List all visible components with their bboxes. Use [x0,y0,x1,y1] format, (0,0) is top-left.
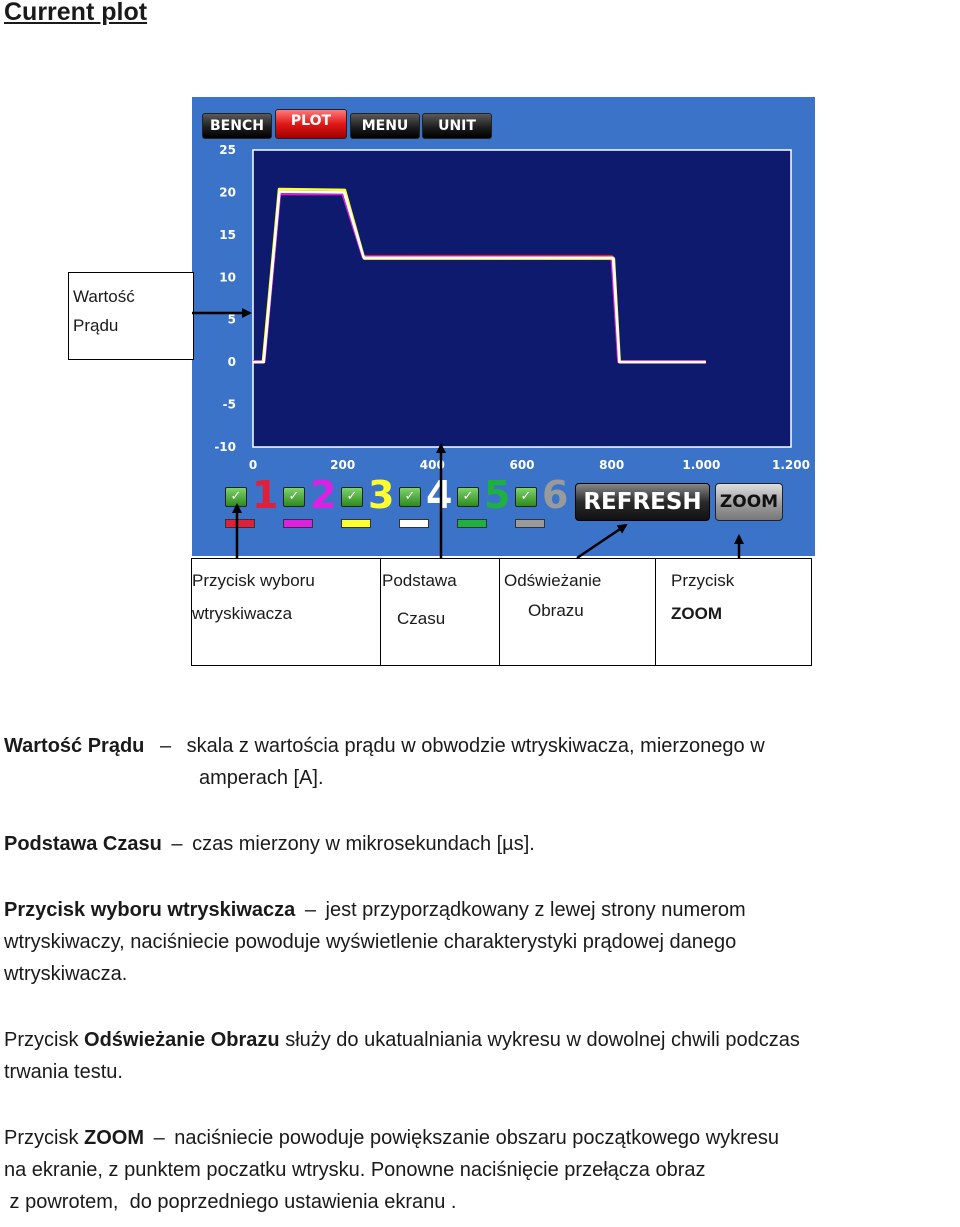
y-tick-label: 10 [219,270,236,285]
desc-prefix: Przycisk [4,1127,79,1149]
callout-line: ZOOM [671,604,722,623]
device-screen [192,97,815,556]
injector-checkbox-6[interactable]: ✓ [515,487,537,507]
injector-checkbox-1[interactable]: ✓ [225,487,247,507]
y-tick-label: 15 [219,227,236,242]
desc-time-base [4,828,959,860]
desc-text: jest przyporządkowany z lewej strony numerom [325,899,746,921]
desc-term: ZOOM [84,1127,145,1149]
injector-color-swatch [399,519,429,528]
desc-term: Odświeżanie Obrazu [84,1029,280,1051]
injector-number-4[interactable]: 4 [426,473,453,517]
desc-dash: – [304,899,316,921]
desc-text: wtryskiwacza. [4,963,128,985]
y-tick-label: 20 [219,185,236,200]
desc-text: trwania testu. [4,1061,123,1083]
injector-color-swatch [225,519,255,528]
tab-menu[interactable]: MENU [350,113,420,139]
page-heading: Current plot [4,0,148,26]
callout-injector-select [192,559,381,665]
injector-number-5[interactable]: 5 [484,473,511,517]
y-tick-label: 5 [227,312,236,327]
callout-line: Odświeżanie [504,571,602,590]
desc-text: naciśniecie powoduje powiększanie obszaru początkowego wykresu [174,1127,780,1149]
callout-table [191,558,812,666]
desc-prefix: Przycisk [4,1029,79,1051]
desc-text: czas mierzony w mikrosekundach [µs]. [192,833,535,855]
desc-text: skala z wartościa prądu w obwodzie wtryskiwacza, mierzonego w [186,735,765,757]
desc-refresh [4,1024,959,1088]
callout-line: Czasu [397,609,446,628]
injector-number-1[interactable]: 1 [252,473,279,517]
tab-bench[interactable]: BENCH [202,113,272,139]
injector-bar [212,473,787,530]
injector-number-2[interactable]: 2 [310,473,337,517]
desc-text: amperach [A]. [199,767,324,789]
y-tick-label: 0 [227,355,236,370]
injector-checkbox-2[interactable]: ✓ [283,487,305,507]
desc-term: Podstawa Czasu [4,833,162,855]
x-tick-label: 800 [599,458,625,472]
desc-text: służy do ukatualniania wykresu w dowolnej chwili podczas [285,1029,800,1051]
x-tick-label: 400 [419,458,445,472]
desc-term: Wartość Prądu [4,735,145,757]
tab-plot[interactable]: PLOT [275,109,347,139]
callout-refresh [501,559,656,665]
injector-number-6[interactable]: 6 [542,473,569,517]
desc-current-value [4,730,959,794]
x-tick-label: 200 [330,458,356,472]
injector-number-3[interactable]: 3 [368,473,395,517]
injector-color-swatch [515,519,545,528]
callout-line: Podstawa [382,571,457,590]
desc-dash: – [153,1127,165,1149]
callout-line: Przycisk [671,571,735,590]
callout-current-value [68,272,194,360]
desc-term: Przycisk wyboru wtryskiwacza [4,899,296,921]
injector-color-swatch [283,519,313,528]
callout-line: Obrazu [528,601,584,620]
zoom-button[interactable]: ZOOM [715,483,783,521]
x-tick-label: 600 [509,458,535,472]
refresh-button[interactable]: REFRESH [575,483,710,521]
current-plot-chart [192,97,815,477]
x-tick-label: 1.000 [682,458,721,472]
x-tick-label: 0 [248,458,258,472]
desc-dash: – [159,735,172,757]
callout-zoom [657,559,811,665]
injector-checkbox-4[interactable]: ✓ [399,487,421,507]
y-tick-label: 25 [219,143,236,157]
desc-dash: – [171,833,183,855]
tab-unit[interactable]: UNIT [422,113,492,139]
callout-line: Prądu [73,316,119,335]
x-tick-label: 1.200 [772,458,810,472]
desc-text: z powrotem, do poprzedniego ustawienia ekranu . [4,1191,457,1213]
desc-injector-select [4,894,959,990]
injector-color-swatch [457,519,487,528]
callout-time-base [381,559,500,665]
callout-line: Wartość [73,287,135,306]
desc-zoom [4,1122,959,1218]
callout-line: Przycisk wyboru [192,571,315,590]
injector-color-swatch [341,519,371,528]
injector-checkbox-3[interactable]: ✓ [341,487,363,507]
y-tick-label: -10 [214,440,236,454]
injector-checkbox-5[interactable]: ✓ [457,487,479,507]
desc-text: wtryskiwaczy, naciśniecie powoduje wyświetlenie charakterystyki prądowej danego [4,931,737,953]
callout-line: wtryskiwacza [192,604,293,623]
y-tick-label: -5 [222,397,236,412]
desc-text: na ekranie, z punktem poczatku wtrysku. Ponowne naciśnięcie przełącza obraz [4,1159,706,1181]
